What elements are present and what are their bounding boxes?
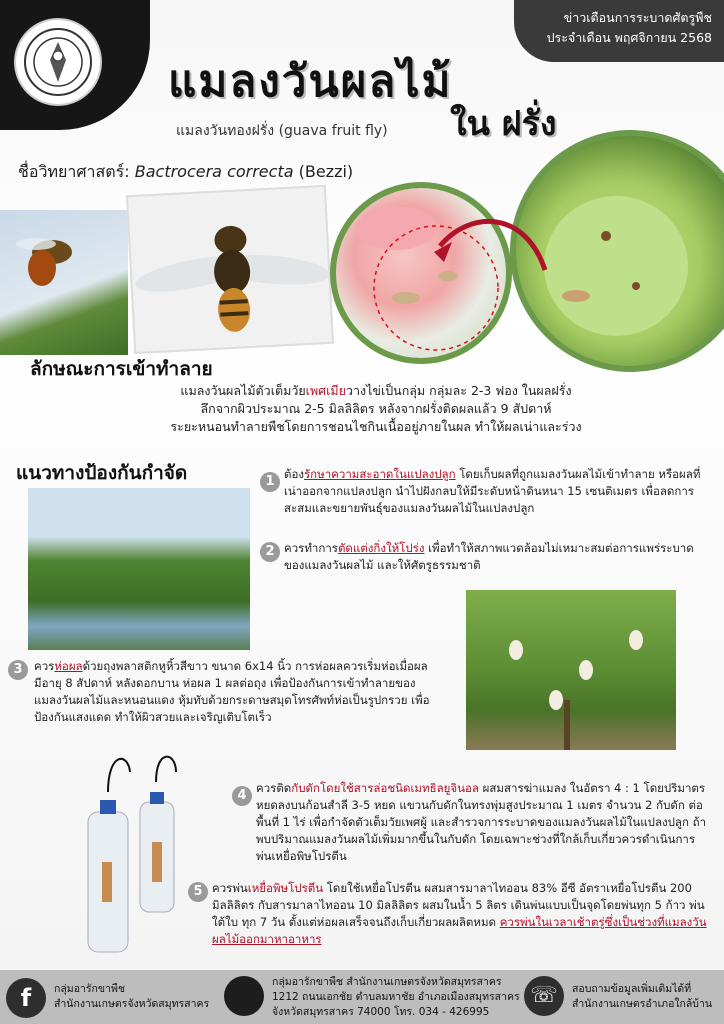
bottle-trap-photo: [78, 752, 184, 962]
step-number: 2: [260, 542, 280, 562]
step5-a: ควรพ่น: [212, 881, 248, 895]
step5-highlight: เหยื่อพิษโปรตีน: [247, 881, 324, 895]
address-block: [272, 975, 520, 1020]
step1-b: โดยเก็บผลที่ถูกแมลงวันผลไม้เข้าทำลาย หรือผลที่เน่าออกจากแปลงปลูก นำไปฝังกลบให้มีระดับหน้าดินหนา 15 เซนติเมตร เพื่อลดการสะสมและขยายพันธุ์ของแมลงวันผลไม้ในแปลงปลูก: [284, 467, 701, 515]
department-seal-logo: [14, 18, 102, 106]
phone-icon[interactable]: ☏: [524, 976, 564, 1016]
scientific-name: [18, 160, 353, 185]
announce-line1: ข่าวเตือนการระบาดศัตรูพืช: [563, 10, 712, 25]
damage-line1: [96, 382, 656, 400]
plant-protection-logo: [224, 976, 264, 1016]
fruit-fly-on-leaf-photo: [0, 210, 128, 355]
step3-highlight: ห่อผล: [54, 659, 83, 673]
step-number: 3: [8, 660, 28, 680]
fruit-fly-closeup-photo: [126, 185, 334, 354]
sci-binomial: Bactrocera correcta: [134, 162, 294, 181]
control-step-5: [212, 880, 708, 948]
damage-line3: ระยะหนอนทำลายพืชโดยการชอนไชกินเนื้ออยู่ภายในผล ทำให้ผลเน่าและร่วง: [170, 419, 582, 434]
poster-title: แมลงวันผลไม้: [168, 56, 453, 107]
step4-highlight: กับดักโดยใช้สารล่อชนิดเมทธิลยูจินอล: [291, 781, 479, 795]
fb-line2: สำนักงานเกษตรจังหวัดสมุทรสาคร: [54, 998, 210, 1010]
damage-female-highlight: เพศเมีย: [305, 383, 346, 398]
fb-line1: กลุ่มอารักขาพืช: [54, 983, 126, 995]
poster-title-crop: ใน ฝรั่ง: [450, 104, 557, 144]
addr-line2: 1212 ถนนเอกชัย ตำบลมหาชัย อำเภอเมืองสมุทรสาคร: [272, 991, 520, 1003]
addr-line1: กลุ่มอารักขาพืช สำนักงานเกษตรจังหวัดสมุทรสาคร: [272, 976, 502, 988]
step-number: 1: [260, 472, 280, 492]
control-step-4: [256, 780, 708, 865]
control-step-1: [284, 466, 704, 517]
announce-line2: ประจำเดือน พฤศจิกายน 2568: [546, 30, 712, 45]
guava-orchard-photo: [28, 488, 250, 650]
step2-b: เพื่อทำให้สภาพแวดล้อมไม่เหมาะสมต่อการแพร่ระบาดของแมลงวันผลไม้ และให้ศัตรูธรรมชาติ: [284, 541, 694, 572]
step4-b: ผสมสารฆ่าแมลง ในอัตรา 4 : 1 โดยปริมาตร หยดลงบนก้อนสำลี 3-5 หยด แขวนกับดักในทรงพุ่มสูงประมาณ 1 เมตร จำนวน 2 กับดัก ต่อพื้นที่ 1 ไร่ เพื่อกำจัดตัวเต็มวัยเพศผู้ และสำรวจการระบาดของแมลงวันผลไม้ในแปลงปลูก ถ้าพบปริมาณแมลงวันผลไม้เพิ่มมากขึ้นในกับดัก โดยเฉพาะช่วงที่ใกล้เก็บเกี่ยวควรดำเนินการพ่นเหยื่อพิษโปรตีน: [256, 781, 707, 863]
step4-a: ควรติด: [256, 781, 292, 795]
contact-info: [572, 982, 712, 1012]
step3-b: ด้วยถุงพลาสติกหูหิ้วสีขาว ขนาด 6x14 นิ้ว การห่อผลควรเริ่มห่อเมื่อผลมีอายุ 8 สัปดาห์ หลังดอกบาน ห่อผล 1 ผลต่อถุง เพื่อป้องกันการเข้าทำลายของแมลงวันผลไม้และหนอนแดง หุ้มทับด้วยกระดาษสมุดโทรศัพท์ห่อเป็นรูปกรวย เพื่อป้องกันแสงแดด ทำให้ผิวสวยและเจริญเติบโตเร็ว: [34, 659, 430, 724]
damage-line1-a: แมลงวันผลไม้ตัวเต็มวัย: [180, 383, 306, 398]
addr-line3: จังหวัดสมุทรสาคร 74000 โทร. 034 - 426995: [272, 1006, 490, 1018]
step-number: 4: [232, 786, 252, 806]
facebook-page-info: [54, 982, 209, 1012]
step2-highlight: ตัดแต่งกิ่งให้โปร่ง: [337, 541, 425, 555]
damage-line1-b: วางไข่เป็นกลุ่ม กลุ่มละ 2-3 ฟอง ในผลฝรั่ง: [345, 383, 572, 398]
damage-heading: ลักษณะการเข้าทำลาย: [30, 358, 213, 380]
control-step-3: [34, 658, 446, 726]
damage-line2: ลึกจากผิวประมาณ 2-5 มิลลิลิตร หลังจากฝรั่งติดผลแล้ว 9 สัปดาห์: [200, 401, 552, 416]
step-number: 5: [188, 882, 208, 902]
facebook-icon[interactable]: f: [6, 978, 46, 1018]
common-name: แมลงวันทองฝรั่ง (guava fruit fly): [176, 123, 388, 139]
step2-a: ควรทำการ: [284, 541, 338, 555]
sci-label: ชื่อวิทยาศาสตร์:: [18, 162, 135, 181]
damage-description: [96, 382, 656, 436]
step1-a: ต้อง: [284, 467, 304, 481]
step5-tail-highlight: ควรพ่นในเวลาเช้าตรู่ซึ่งเป็นช่วงที่แมลงวันผลไม้ออกมาหาอาหาร: [212, 915, 707, 946]
bagged-guava-tree-photo: [466, 590, 676, 750]
control-heading: แนวทางป้องกันกำจัด: [16, 462, 188, 484]
pointer-arrow-icon: [430, 200, 550, 280]
control-step-2: [284, 540, 704, 574]
contact-line1: สอบถามข้อมูลเพิ่มเติมได้ที่: [572, 983, 692, 995]
step1-highlight: รักษาความสะอาดในแปลงปลูก: [304, 467, 456, 481]
announcement-banner: [514, 0, 724, 62]
step5-b: โดยใช้เหยื่อโปรตีน ผสมสารมาลาไทออน 83% อีซี อัตราเหยื่อโปรตีน 200 มิลลิลิตร กับสารมาลาไทออน 10 มิลลิลิตร ผสมในน้ำ 5 ลิตร เดินพ่นแบบเป็นจุดโดยพ่นทุก 5 ก้าว พ่นใต้ใบ ทุก 7 วัน ตั้งแต่ห่อผลเสร็จจนถึงเก็บเกี่ยวผลผลิตหมด: [212, 881, 705, 929]
step3-a: ควร: [34, 659, 55, 673]
contact-line2: สำนักงานเกษตรอำเภอใกล้บ้าน: [572, 998, 713, 1010]
sci-author: (Bezzi): [293, 162, 354, 181]
